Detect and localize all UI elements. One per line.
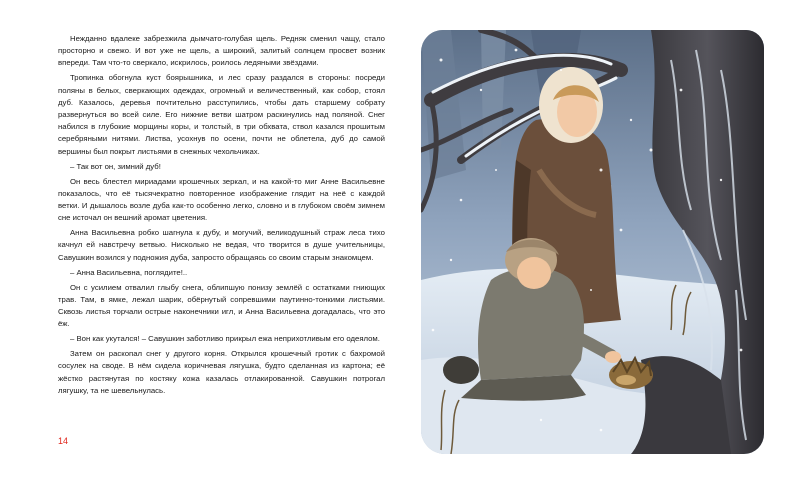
paragraph: Он с усилием отвалил глыбу снега, облипшую понизу землёй с остатками гниющих трав. Там, в ямке, лежал шарик, обёрнутый сопревшими паутинно-тонкими листьями. Сквозь листья торчали острые наконечники игл, и Анна Васильевна догадалась, что это ёж.	[58, 282, 385, 329]
paragraph: – Вон как укутался! – Савушкин заботливо прикрыл ежа неприхотливым его одеялом.	[70, 334, 380, 344]
paragraph: Тропинка обогнула куст боярышника, и лес сразу раздался в стороны: посреди поляны в белых, сверкающих одеждах, огромный и величественный, как собор, стоял дуб. Казалось, деревья почтительно расступились, чтобы дать старшему собрату развернуться во всей силе. Его нижние ветви шатром раскинулись над поляной. Снег набился в глубокие морщины коры, и толстый, в три обхвата, ствол казался прошитым серебряными нитями. Листва, усохнув по осени, почти не облетела, дуб до самой вершины был покрыт листьями в снежных чехольчиках.	[58, 73, 385, 156]
page-number: 14	[58, 436, 69, 446]
paragraph: – Анна Васильевна, поглядите!..	[70, 267, 188, 277]
paragraph: Нежданно вдалеке забрезжила дымчато-голубая щель. Редняк сменил чащу, стало просторно и свежо. И вот уже не щель, а широкий, залитый солнцем просвет возник впереди. Там что-то сверкало, искрилось, роилось ледяными звёздами.	[58, 34, 385, 68]
paragraph: Анна Васильевна робко шагнула к дубу, и могучий, великодушный страж леса тихо качнул ей навстречу ветвью. Нисколько не ведая, что творится в душе учительницы, Савушкин возился у подножия дуба, запросто обращаясь со своим старым знакомцем.	[58, 228, 385, 262]
winter-oak-illustration	[421, 30, 764, 454]
paragraph: Затем он раскопал снег у другого корня. Открылся крошечный гротик с бахромой сосулек на своде. В нём сидела коричневая лягушка, будто сделанная из картона; её жёстко растянутая по костяку кожа казалась отлакированной. Савушкин потрогал лягушку, та не шевельнулась.	[58, 349, 385, 395]
paragraph: Он весь блестел мириадами крошечных зеркал, и на какой-то миг Анне Васильевне показалось, что её тысячекратно повторенное изображение глядит на неё с каждой ветки. И дышалось возле дуба как-то особенно легко, словно и в глубоком своём зимнем сне источал он вешний аромат цветения.	[58, 176, 385, 223]
illustration-art	[421, 30, 764, 454]
story-text	[58, 33, 385, 400]
paragraph: – Так вот он, зимний дуб!	[70, 161, 161, 171]
